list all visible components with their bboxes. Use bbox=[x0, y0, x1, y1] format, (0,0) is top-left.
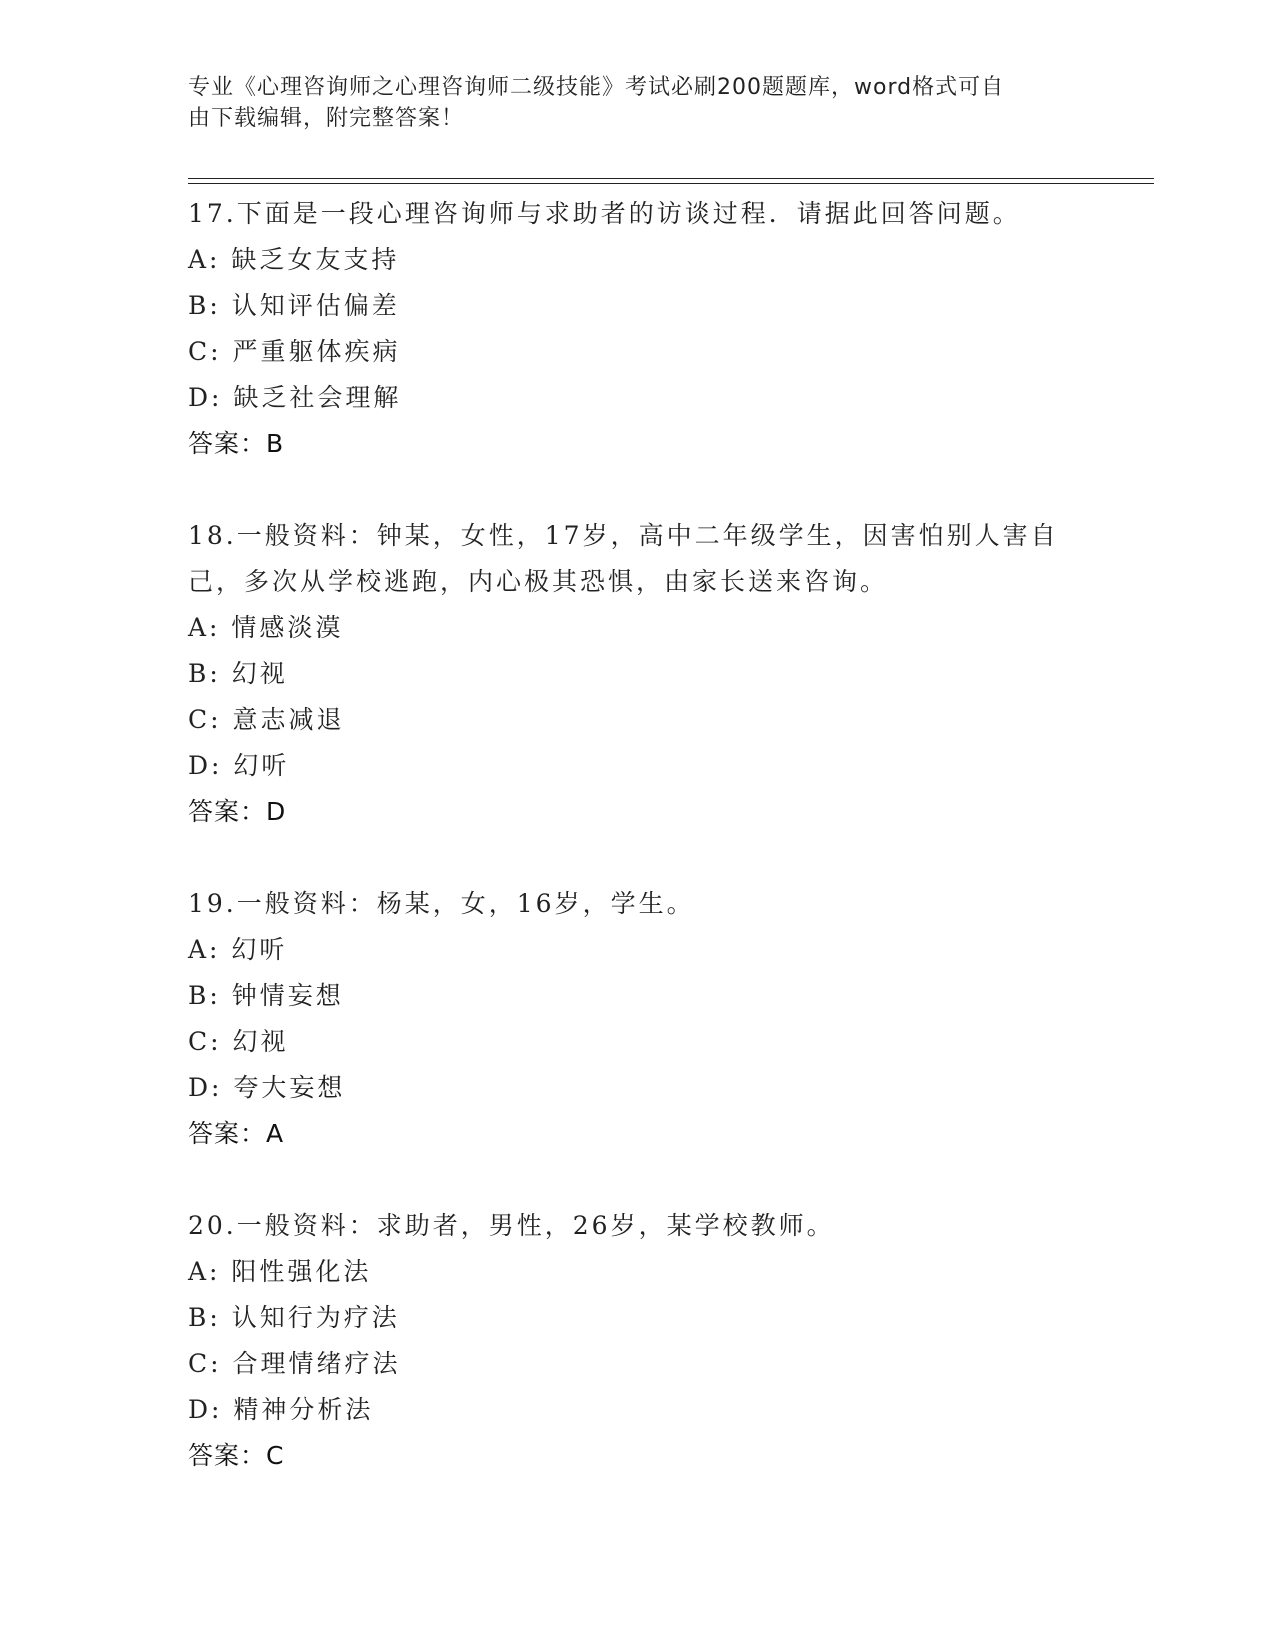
option-c: C: 幻视 bbox=[188, 1027, 289, 1056]
question-stem: 20.一般资料：求助者，男性，26岁，某学校教师。 bbox=[188, 1211, 835, 1240]
header-line-2: 由下载编辑，附完整答案！ bbox=[188, 106, 465, 131]
option-d: D: 幻听 bbox=[188, 751, 290, 780]
question-stem: 17.下面是一段心理咨询师与求助者的访谈过程．请据此回答问题。 bbox=[188, 199, 1021, 228]
header-divider-top bbox=[188, 178, 1154, 179]
question-stem-line-1: 18.一般资料：钟某，女性，17岁，高中二年级学生，因害怕别人害自 bbox=[188, 521, 1059, 550]
option-a: A: 缺乏女友支持 bbox=[188, 245, 400, 274]
option-d: D: 缺乏社会理解 bbox=[188, 383, 402, 412]
option-a: A: 阳性强化法 bbox=[188, 1257, 372, 1286]
answer-line: 答案：A bbox=[188, 1119, 285, 1148]
question-19 bbox=[188, 881, 1138, 1157]
question-stem-line-2: 己，多次从学校逃跑，内心极其恐惧，由家长送来咨询。 bbox=[188, 567, 889, 596]
option-c: C: 意志减退 bbox=[188, 705, 345, 734]
answer-line: 答案：D bbox=[188, 797, 287, 826]
option-b: B: 钟情妄想 bbox=[188, 981, 344, 1010]
answer-line: 答案：B bbox=[188, 429, 285, 458]
option-d: D: 夸大妄想 bbox=[188, 1073, 346, 1102]
option-a: A: 幻听 bbox=[188, 935, 288, 964]
question-list bbox=[188, 191, 1138, 1525]
question-17 bbox=[188, 191, 1138, 467]
header-line-1: 专业《心理咨询师之心理咨询师二级技能》考试必刷200题题库，word格式可自 bbox=[188, 75, 1005, 100]
option-a: A: 情感淡漠 bbox=[188, 613, 344, 642]
option-b: B: 认知评估偏差 bbox=[188, 291, 400, 320]
question-20 bbox=[188, 1203, 1138, 1479]
answer-line: 答案：C bbox=[188, 1441, 285, 1470]
option-b: B: 认知行为疗法 bbox=[188, 1303, 400, 1332]
option-d: D: 精神分析法 bbox=[188, 1395, 374, 1424]
option-b: B: 幻视 bbox=[188, 659, 288, 688]
question-18 bbox=[188, 513, 1138, 835]
option-c: C: 合理情绪疗法 bbox=[188, 1349, 401, 1378]
header-divider-bottom bbox=[188, 183, 1154, 184]
document-header bbox=[188, 72, 1088, 134]
question-stem: 19.一般资料：杨某，女，16岁，学生。 bbox=[188, 889, 695, 918]
option-c: C: 严重躯体疾病 bbox=[188, 337, 401, 366]
